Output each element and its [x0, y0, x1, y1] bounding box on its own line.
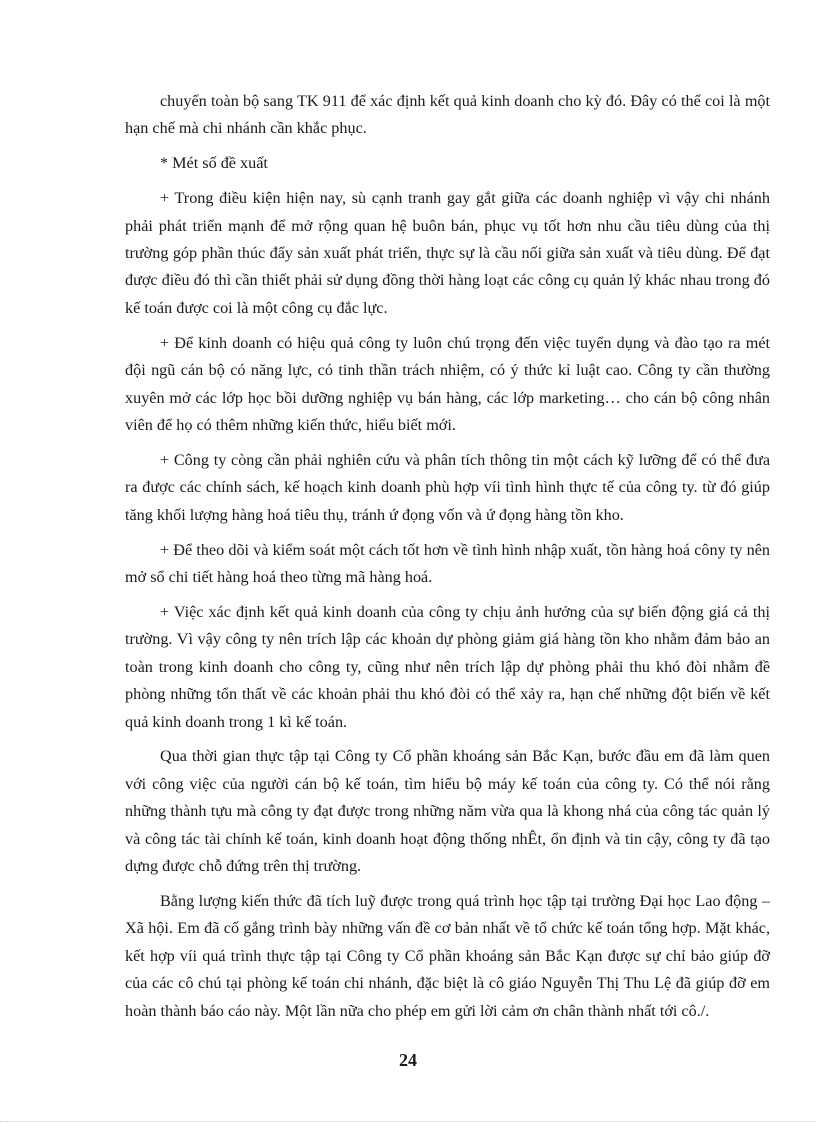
paragraph: + Để theo dõi và kiểm soát một cách tốt hơn về tình hình nhập xuất, tồn hàng hoá côny ty nên mở sổ chi tiết hàng hoá theo từng mã hàng hoá. — [125, 540, 770, 586]
page-number: 24 — [399, 1050, 417, 1070]
document-body — [125, 88, 770, 1033]
paragraph: Bằng lượng kiến thức đã tích luỹ được trong quá trình học tập tại trường Đại học Lao động – Xã hội. Em đã cố gắng trình bày những vấn đề cơ bản nhất về tổ chức kế toán tổng hợp. Mặt khác, kết hợp víi quá trình thực tập tại Công ty Cổ phần khoáng sản Bắc Kạn được sự chỉ bảo giúp đỡ của các cô chú tại phòng kế toán chi nhánh, đặc biệt là cô giáo Nguyễn Thị Thu Lệ đã giúp đỡ em hoàn thành báo cáo này. Một lần nữa cho phép em gửi lời cảm ơn chân thành nhất tới cô./. — [125, 891, 770, 1020]
paragraph: chuyển toàn bộ sang TK 911 để xác định kết quả kinh doanh cho kỳ đó. Đây có thể coi là một hạn chế mà chi nhánh cần khắc phục. — [125, 92, 770, 138]
paragraph: + Công ty còng cần phải nghiên cứu và phân tích thông tin một cách kỹ lưỡng để có thể đưa ra được các chính sách, kế hoạch kinh doanh phù hợp víi tình hình thực tế của công ty. từ đó giúp tăng khối lượng hàng hoá tiêu thụ, tránh ứ đọng vốn và ứ đọng hàng tồn kho. — [125, 450, 770, 524]
footer-divider — [0, 1121, 816, 1122]
paragraph: + Việc xác định kết quả kinh doanh của công ty chịu ảnh hưởng của sự biến động giá cả thị trường. Vì vậy công ty nên trích lập các khoản dự phòng giảm giá hàng tồn kho nhằm đảm bảo an toàn trong kinh doanh cho công ty, cũng như nên trích lập dự phòng phải thu khó đòi nhằm đề phòng những tổn thất về các khoản phải thu khó đòi có thể xảy ra, hạn chế những đột biến về kết quả kinh doanh trong 1 kì kế toán. — [125, 602, 770, 731]
paragraph: + Trong điều kiện hiện nay, sù cạnh tranh gay gắt giữa các doanh nghiệp vì vậy chi nhánh phải phát triển mạnh để mở rộng quan hệ buôn bán, phục vụ tốt hơn nhu cầu tiêu dùng của thị trường góp phần thúc đẩy sản xuất phát triển, thực sự là cầu nối giữa sản xuất và tiêu dùng. Để đạt được điều đó thì cần thiết phải sử dụng đồng thời hàng loạt các công cụ quản lý khác nhau trong đó kế toán được coi là một công cụ đắc lực. — [125, 189, 770, 317]
paragraph: Qua thời gian thực tập tại Công ty Cổ phần khoáng sản Bắc Kạn, bước đầu em đã làm quen với công việc của người cán bộ kế toán, tìm hiểu bộ máy kế toán của công ty. Có thể nói rằng những thành tựu mà công ty đạt được trong những năm vừa qua là khong nhá của công tác quản lý và công tác tài chính kế toán, kinh doanh hoạt động thống nhÊt, ổn định và tin cậy, công ty đã tạo dựng được chỗ đứng trên thị trường. — [125, 747, 770, 876]
section-heading: * Mét số đề xuất — [160, 154, 268, 173]
paragraph: + Để kinh doanh có hiệu quả công ty luôn chú trọng đến việc tuyển dụng và đào tạo ra mét đội ngũ cán bộ có năng lực, có tinh thần trách nhiệm, có ý thức kỉ luật cao. Công ty cần thường xuyên mở các lớp học bồi dưỡng nghiệp vụ bán hàng, các lớp marketing… cho cán bộ công nhân viên để họ có thêm những kiến thức, hiểu biết mới. — [125, 333, 770, 434]
